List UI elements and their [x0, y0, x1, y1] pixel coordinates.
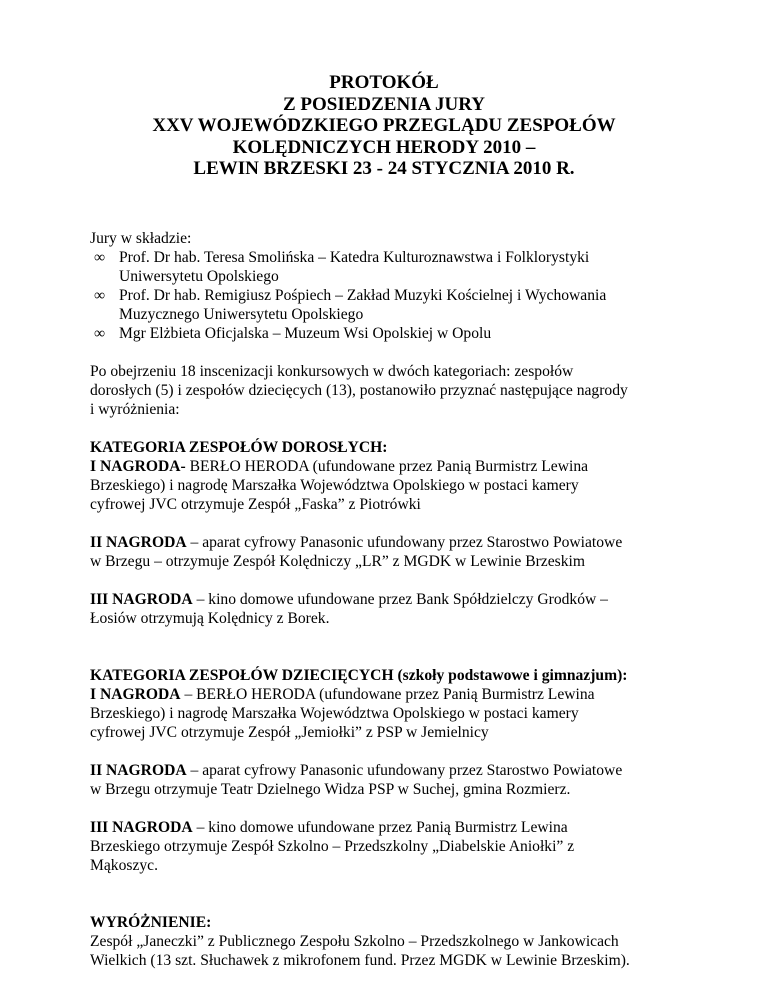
title-line: Z POSIEDZENIA JURY: [282, 93, 486, 115]
children-first-prize-line: Brzeskiego) i nagrodę Marszałka Województwa Opolskiego w postaci kamery: [90, 705, 579, 722]
document-title: [0, 72, 768, 180]
jury-list: [90, 248, 710, 343]
intro-line: Po obejrzeniu 18 inscenizacji konkursowych w dwóch kategoriach: zespołów: [90, 363, 574, 380]
adult-second-prize-line: w Brzegu – otrzymuje Zespół Kolędniczy „LR” z MGDK w Lewinie Brzeskim: [90, 553, 585, 570]
jury-member-line: Prof. Dr hab. Teresa Smolińska – Katedra Kulturoznawstwa i Folklorystyki: [119, 249, 590, 266]
jury-member: [90, 286, 710, 324]
adult-category-heading: KATEGORIA ZESPOŁÓW DOROSŁYCH:: [90, 439, 388, 456]
jury-member-line: Prof. Dr hab. Remigiusz Pośpiech – Zakład Muzyki Kościelnej i Wychowania: [119, 287, 607, 304]
distinction-line: Zespół „Janeczki” z Publicznego Zespołu Szkolno – Przedszkolnego w Jankowicach: [90, 933, 619, 950]
title-line: PROTOKÓŁ: [329, 72, 439, 93]
adult-first-prize-line: cyfrowej JVC otrzymuje Zespół „Faska” z Piotrówki: [90, 496, 421, 513]
jury-heading: Jury w składzie:: [90, 230, 192, 247]
adult-third-prize-line: Łosiów otrzymują Kolędnicy z Borek.: [90, 610, 330, 627]
adult-third-prize: III NAGRODA – kino domowe ufundowane przez Bank Spółdzielczy Grodków –: [90, 591, 608, 608]
infinity-bullet-icon: ∞: [94, 325, 106, 342]
distinction-heading: WYRÓŻNIENIE:: [90, 914, 212, 931]
prize-label: III NAGRODA: [90, 819, 193, 836]
prize-label: I NAGRODA: [90, 686, 181, 703]
title-line: LEWIN BRZESKI 23 - 24 STYCZNIA 2010 R.: [193, 158, 575, 179]
distinction-line: Wielkich (13 szt. Słuchawek z mikrofonem fund. Przez MGDK w Lewinie Brzeskim).: [90, 952, 630, 969]
children-third-prize: III NAGRODA – kino domowe ufundowane przez Panią Burmistrz Lewina: [90, 819, 568, 836]
document-body: [90, 229, 710, 970]
children-second-prize-line: w Brzegu otrzymuje Teatr Dzielnego Widza PSP w Suchej, gmina Rozmierz.: [90, 781, 571, 798]
jury-member: [90, 324, 710, 343]
adult-first-prize: I NAGRODA- BERŁO HERODA (ufundowane przez Panią Burmistrz Lewina: [90, 458, 589, 475]
jury-member: [90, 248, 710, 286]
prize-label: I NAGRODA-: [90, 458, 186, 475]
title-line: XXV WOJEWÓDZKIEGO PRZEGLĄDU ZESPOŁÓW: [152, 115, 616, 136]
jury-member-line: Uniwersytetu Opolskiego: [119, 268, 279, 285]
adult-second-prize: II NAGRODA – aparat cyfrowy Panasonic ufundowany przez Starostwo Powiatowe: [90, 534, 623, 551]
children-third-prize-line: Mąkoszyc.: [90, 857, 158, 874]
children-second-prize: II NAGRODA – aparat cyfrowy Panasonic ufundowany przez Starostwo Powiatowe: [90, 762, 623, 779]
prize-label: II NAGRODA: [90, 762, 187, 779]
jury-member-line: Mgr Elżbieta Oficjalska – Muzeum Wsi Opolskiej w Opolu: [119, 325, 492, 342]
adult-first-prize-line: Brzeskiego) i nagrodę Marszałka Województwa Opolskiego w postaci kamery: [90, 477, 579, 494]
title-line: KOLĘDNICZYCH HERODY 2010 –: [232, 136, 536, 158]
infinity-bullet-icon: ∞: [94, 249, 106, 266]
children-first-prize: I NAGRODA – BERŁO HERODA (ufundowane przez Panią Burmistrz Lewina: [90, 686, 595, 703]
children-third-prize-line: Brzeskiego otrzymuje Zespół Szkolno – Przedszkolny „Diabelskie Aniołki” z: [90, 838, 575, 855]
intro-line: dorosłych (5) i zespołów dziecięcych (13), postanowiło przyznać następujące nagrody: [90, 382, 628, 399]
intro-line: i wyróżnienia:: [90, 401, 180, 418]
infinity-bullet-icon: ∞: [94, 287, 106, 304]
children-category-heading: KATEGORIA ZESPOŁÓW DZIECIĘCYCH (szkoły podstawowe i gimnazjum):: [90, 667, 628, 684]
prize-label: II NAGRODA: [90, 534, 187, 551]
jury-member-line: Muzycznego Uniwersytetu Opolskiego: [119, 306, 364, 323]
children-first-prize-line: cyfrowej JVC otrzymuje Zespół „Jemiołki” z PSP w Jemielnicy: [90, 724, 489, 741]
prize-label: III NAGRODA: [90, 591, 193, 608]
